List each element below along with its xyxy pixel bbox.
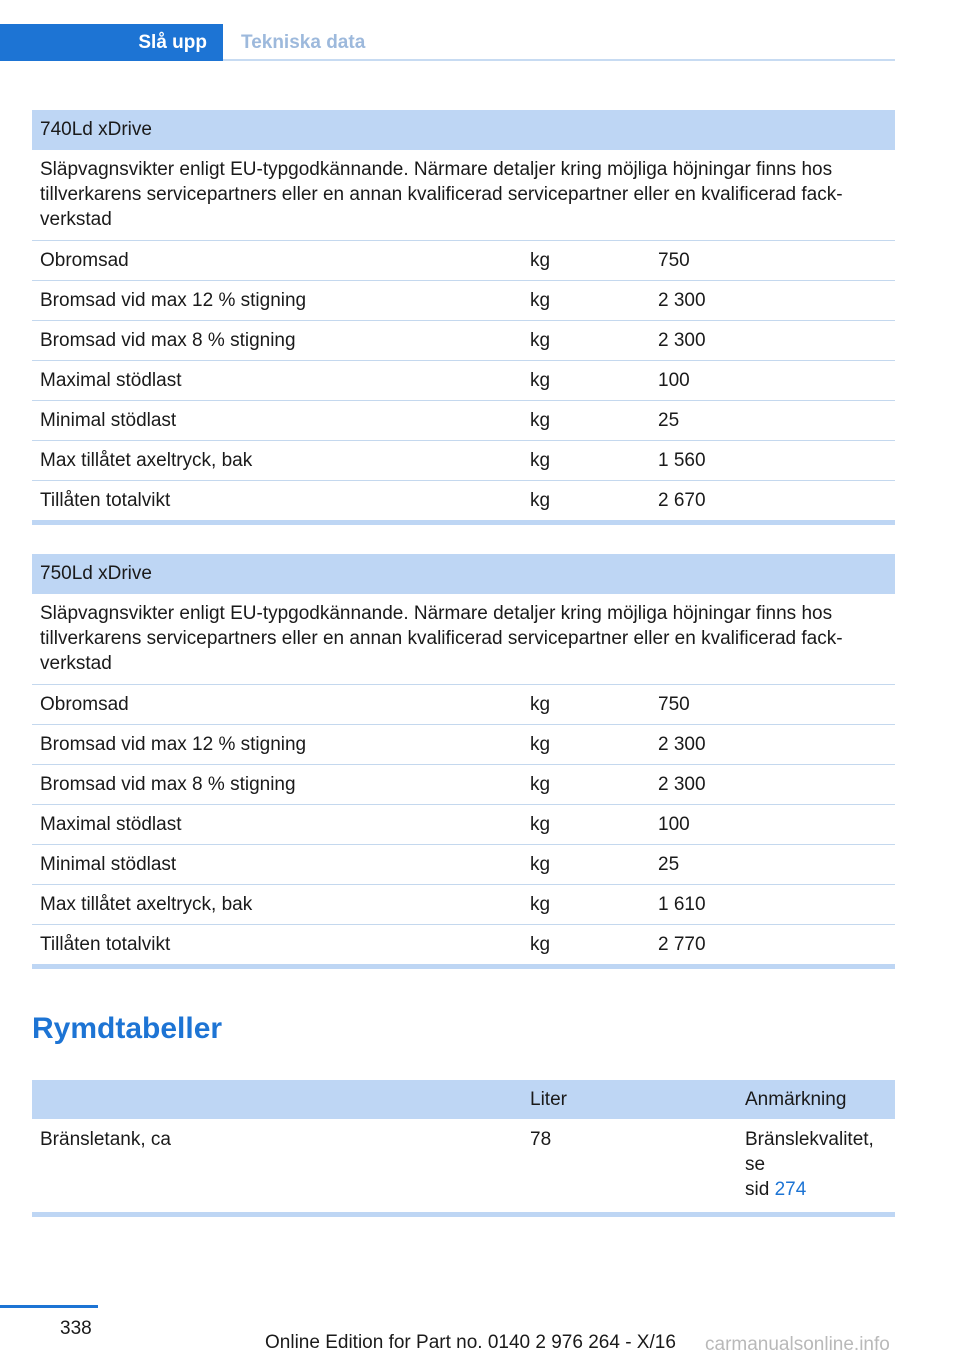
table-row xyxy=(32,725,895,765)
row-value: 25 xyxy=(650,845,895,885)
table-row xyxy=(32,321,895,361)
row-value: 2 300 xyxy=(650,765,895,805)
row-unit: kg xyxy=(522,241,650,281)
footer-divider xyxy=(0,1305,98,1308)
description-row xyxy=(32,594,895,685)
row-value: 100 xyxy=(650,361,895,401)
edition-text: Online Edition for Part no. 0140 2 976 264 - X/16 xyxy=(265,1332,676,1353)
table-row xyxy=(32,845,895,885)
header-row xyxy=(32,1080,895,1119)
section-title: Rymdtabeller xyxy=(32,1012,223,1045)
description-row xyxy=(32,150,895,241)
table-row xyxy=(32,685,895,725)
header-divider xyxy=(223,59,895,61)
table-row xyxy=(32,441,895,481)
row-value: 2 300 xyxy=(650,725,895,765)
row-value: 750 xyxy=(650,685,895,725)
note-text: Bränslekvalitet, se xyxy=(745,1129,874,1175)
table-row xyxy=(32,481,895,523)
table-row xyxy=(32,885,895,925)
page-link[interactable]: 274 xyxy=(774,1179,807,1200)
model-row xyxy=(32,110,895,150)
row-unit: kg xyxy=(522,925,650,967)
row-unit: kg xyxy=(522,805,650,845)
column-header-note: Anmärkning xyxy=(737,1080,895,1119)
table-row xyxy=(32,281,895,321)
watermark: carmanualsonline.info xyxy=(705,1334,890,1355)
row-value: 25 xyxy=(650,401,895,441)
row-unit: kg xyxy=(522,885,650,925)
row-label: Maximal stödlast xyxy=(32,361,522,401)
table-row xyxy=(32,241,895,281)
row-label: Obromsad xyxy=(32,685,522,725)
tab-tekniska-data[interactable]: Tekniska data xyxy=(241,31,366,53)
table-row xyxy=(32,401,895,441)
row-unit: kg xyxy=(522,281,650,321)
row-value: 100 xyxy=(650,805,895,845)
row-value: 750 xyxy=(650,241,895,281)
column-header-liters: Liter xyxy=(522,1080,737,1119)
row-unit: kg xyxy=(522,845,650,885)
row-label: Max tillåtet axeltryck, bak xyxy=(32,885,522,925)
row-label: Obromsad xyxy=(32,241,522,281)
row-label: Bromsad vid max 12 % stigning xyxy=(32,281,522,321)
row-value: 2 300 xyxy=(650,321,895,361)
row-label: Tillåten totalvikt xyxy=(32,925,522,967)
table-row xyxy=(32,925,895,967)
row-label: Bromsad vid max 8 % stigning xyxy=(32,765,522,805)
row-label: Bromsad vid max 8 % stigning xyxy=(32,321,522,361)
row-label: Tillåten totalvikt xyxy=(32,481,522,523)
table-row xyxy=(32,765,895,805)
row-value: 1 610 xyxy=(650,885,895,925)
trailer-weights-table-740ld xyxy=(32,110,895,525)
column-header-empty xyxy=(32,1080,522,1119)
table-row xyxy=(32,1119,895,1215)
tab-sla-upp[interactable]: Slå upp xyxy=(0,24,223,61)
row-unit: kg xyxy=(522,685,650,725)
row-label: Maximal stödlast xyxy=(32,805,522,845)
row-liters: 78 xyxy=(522,1119,737,1215)
row-unit: kg xyxy=(522,321,650,361)
model-name: 740Ld xDrive xyxy=(32,110,895,150)
row-label: Minimal stödlast xyxy=(32,845,522,885)
description-text: Släpvagnsvikter enligt EU-typgodkännande. Närmare detaljer kring möjliga höjningar finns hos tillverkarens servicepartners eller en annan kvalificerad servicepartner eller en kvalificerad fackverkstad xyxy=(32,150,895,241)
row-label: Minimal stödlast xyxy=(32,401,522,441)
row-label: Bränsletank, ca xyxy=(32,1119,522,1215)
description-text: Släpvagnsvikter enligt EU-typgodkännande. Närmare detaljer kring möjliga höjningar finns hos tillverkarens servicepartners eller en annan kvalificerad servicepartner eller en kvalificerad fackverkstad xyxy=(32,594,895,685)
table-row xyxy=(32,361,895,401)
row-unit: kg xyxy=(522,361,650,401)
note-prefix: sid xyxy=(745,1179,775,1200)
model-row xyxy=(32,554,895,594)
row-unit: kg xyxy=(522,481,650,523)
row-label: Bromsad vid max 12 % stigning xyxy=(32,725,522,765)
row-value: 1 560 xyxy=(650,441,895,481)
row-unit: kg xyxy=(522,401,650,441)
page-number: 338 xyxy=(60,1318,92,1339)
trailer-weights-table-750ld xyxy=(32,554,895,969)
row-unit: kg xyxy=(522,765,650,805)
row-value: 2 300 xyxy=(650,281,895,321)
table-row xyxy=(32,805,895,845)
volume-table xyxy=(32,1080,895,1217)
row-value: 2 770 xyxy=(650,925,895,967)
row-note xyxy=(737,1119,895,1215)
top-navigation xyxy=(0,24,895,62)
model-name: 750Ld xDrive xyxy=(32,554,895,594)
row-value: 2 670 xyxy=(650,481,895,523)
row-unit: kg xyxy=(522,441,650,481)
row-unit: kg xyxy=(522,725,650,765)
row-label: Max tillåtet axeltryck, bak xyxy=(32,441,522,481)
